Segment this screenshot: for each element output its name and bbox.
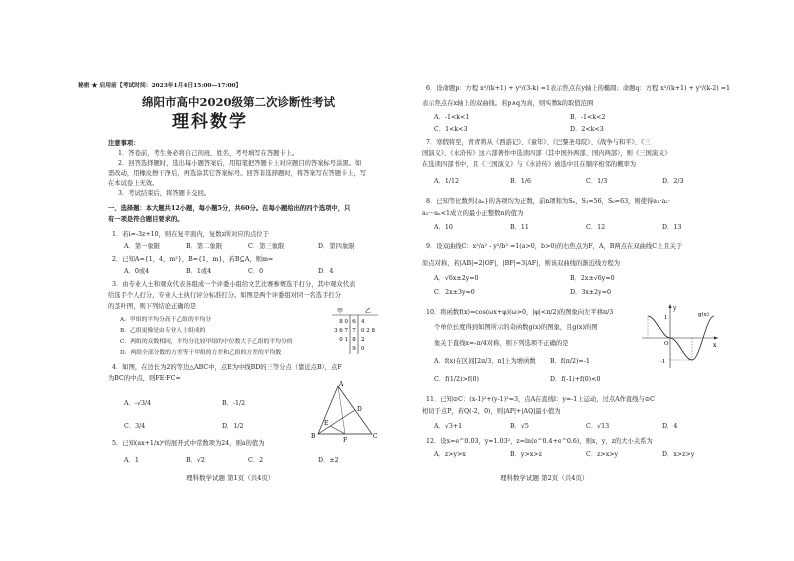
q6-stem: 表示焦点在x轴上的双曲线。若p∧q为真，则实数k的取值范围 xyxy=(422,100,594,107)
graph-fn-label: g(x) xyxy=(698,312,709,318)
graph-origin-label: O xyxy=(664,341,669,347)
q8-stem: 8．已知等比数列{aₙ}的各项均为正数，前n项和为Sₙ，S₃=56，S₆=63，则使得a₁·a₂· xyxy=(426,198,670,205)
q3-option-c: C．两组的众数相同，平均分比较甲组的中位数大于乙组的平均分的 xyxy=(120,339,293,345)
q3-stem: 给选手个人打分，专业人士执行评分标准打分。如图是两个评委组对同一名选手打分 xyxy=(108,292,341,299)
note-line: 需改动，用橡皮擦干净后，再选涂其它答案标号。回答非选择题时，将答案写在答题卡上，写 xyxy=(108,170,367,177)
q5-option-a: A．1 xyxy=(124,457,139,464)
q7-option-a: A．1/12 xyxy=(434,178,459,185)
school-title: 绵阳市高中2020级第二次诊断性考试 xyxy=(142,95,336,109)
q9-option-d: D．3x±2y=0 xyxy=(570,289,612,296)
section-heading: 一、选择题：本大题共12小题，每小题5分，共60分。在每小题给出的四个选项中，只 xyxy=(108,205,351,212)
stem-leaf-cell: 2 xyxy=(361,337,365,343)
function-graph xyxy=(640,302,720,370)
q6-stem: 6．设命题p：方程 x²/(k+1) + y²/(3-k) =1表示焦点在y轴上的椭圆；命题q：方程 x²/(k+1) + y²/(k-2) =1 xyxy=(426,85,731,92)
q5-option-b: B．√2 xyxy=(186,457,205,464)
stem-leaf-cell: 4 xyxy=(361,319,365,325)
q7-stem: 7．寒假将至，青青将从《西游记》、《童年》、《巴黎圣母院》、《战争与和平》、《三 xyxy=(426,139,651,146)
note-line: 1．答卷前，考生务必将自己的班、姓名、考号填写在答题卡上。 xyxy=(118,150,299,157)
q2-option-b: B．1或4 xyxy=(186,268,212,275)
note-line: 在本试卷上无效。 xyxy=(108,180,159,187)
q5-stem: 5．已知(ax+1/x)⁶的展开式中常数项为24，则a的值为 xyxy=(112,440,265,447)
q2-stem: 2．已知A={1，4，m²}，B={1，m}，若B⊆A，则m= xyxy=(112,256,274,263)
q3-stem: 3．由专业人士和观众代表各组成一个评委小组给文艺比赛参赛选手打分，其中观众代表 xyxy=(112,281,356,288)
triangle-figure xyxy=(310,380,380,442)
stem-leaf-header-jia: 甲 xyxy=(336,308,344,315)
q10-stem: 10．将函数f(x)=cos(ωx+φ)(ω>0，|φ|<π/2)的图象向左平移π/3 xyxy=(426,309,614,316)
q8-option-b: B．11 xyxy=(510,224,529,231)
stem-leaf-cell: 0 1 xyxy=(339,337,348,343)
q4-option-d: D．1/2 xyxy=(222,423,244,430)
q1-option-d: D．第四象限 xyxy=(318,243,355,250)
q4-stem: 4．如图，在边长为2的等边△ABC中，点E为中线BD的三等分点（靠近点B），点F xyxy=(112,364,342,371)
point-label-c: C xyxy=(373,433,378,440)
q9-option-c: C．2x±3y=0 xyxy=(434,289,475,296)
section-heading-cont: 有一项是符合题目要求的。 xyxy=(108,216,184,223)
graph-tick-minus1: -1 xyxy=(660,359,666,365)
q9-option-a: A．√6x±2y=0 xyxy=(434,275,479,282)
q3-option-d: D．两组全部分数的方差等于甲组的方差和乙组的方差的平均数 xyxy=(120,350,282,356)
q5-option-c: C．2 xyxy=(248,457,264,464)
q4-stem: 为BC的中点，则FE·FC= xyxy=(108,375,181,382)
stem-leaf-cell: 6 xyxy=(352,319,356,325)
q10-stem: 象关于直线x=-π/4对称，则下列选项不正确的是 xyxy=(434,340,569,347)
q11-option-c: C．√13 xyxy=(586,423,610,430)
q10-option-a: A．f(x)在区间[2π/3，π]上为增函数 xyxy=(434,358,536,365)
q8-stem: a₃···aₙ<1成立的最小正整数n的值为 xyxy=(422,210,524,217)
graph-y-label: y xyxy=(673,305,677,312)
q1-option-a: A．第一象限 xyxy=(124,243,161,250)
q10-option-b: B．f(π/2)=-1 xyxy=(550,358,590,365)
q8-option-c: C．12 xyxy=(586,224,606,231)
q9-stem: 9．设双曲线C：x²/a² - y²/b² =1(a>0，b>0)的右焦点为F，A，B两点在双曲线C上且关于 xyxy=(426,243,683,250)
subject-title: 理科数学 xyxy=(172,112,248,132)
point-label-a: A xyxy=(339,381,344,388)
q7-option-b: B．1/6 xyxy=(510,178,532,185)
q6-option-b: B．-1<k<2 xyxy=(570,114,606,121)
q5-option-d: D．±2 xyxy=(318,457,339,464)
stem-leaf-cell: 8 0 xyxy=(339,319,348,325)
stem-leaf-header-yi: 乙 xyxy=(364,308,372,315)
q11-stem: 相切于点P，若Q(-2，0)，则|AP|+|AQ|最小值为 xyxy=(422,408,561,415)
stem-leaf-cell: 0 xyxy=(361,346,365,352)
q1-stem: 1．若i=-3z+10，则在复平面内，复数z所对应的点位于 xyxy=(112,231,269,238)
q1-option-b: B．第二象限 xyxy=(186,243,223,250)
stem-leaf-cell: 0 2 8 xyxy=(361,328,375,334)
q1-option-c: C．第三象限 xyxy=(248,243,285,250)
q6-option-a: A．-1<k<1 xyxy=(434,114,470,121)
q4-option-a: A．-√3/4 xyxy=(124,400,152,407)
stem-leaf-plot xyxy=(330,306,380,356)
q12-option-a: A．z>y>x xyxy=(434,451,466,458)
q11-option-b: B．√5 xyxy=(510,423,529,430)
stem-leaf-cell: 8 xyxy=(352,337,356,343)
note-line: 2．回答选择题时，选出每小题答案后，用铅笔把答题卡上对应题目的答案标号涂黑。如 xyxy=(118,160,362,167)
stem-leaf-cell: 7 xyxy=(352,328,356,334)
q12-option-d: D．x>z>y xyxy=(662,451,695,458)
q10-stem: 个单位长度得到如图所示的奇函数g(x)的图象，且g(x)的图 xyxy=(434,324,598,331)
stem-leaf-cell: 9 xyxy=(352,346,356,352)
q11-stem: 11．已知⊙C：(x-1)²+(y-1)²=3，点A在直线l：y=-1上运动，过点A作直线与⊙C xyxy=(426,396,655,403)
q11-option-d: D．4 xyxy=(662,423,678,430)
q3-stem: 的茎叶图，则下列结论正确的是 xyxy=(108,303,197,310)
stem-leaf-cell: 3 6 7 xyxy=(334,328,348,334)
q4-option-b: B．-1/2 xyxy=(222,400,246,407)
q2-option-d: D．4 xyxy=(318,268,334,275)
notes-title: 注意事项： xyxy=(108,140,140,147)
q7-option-c: C．1/3 xyxy=(586,178,608,185)
q9-option-b: B．2x±√6y=0 xyxy=(570,275,615,282)
secret-header: 秘密 ★ 启用前【考试时间：2023年1月4日15:00—17:00】 xyxy=(78,83,242,89)
graph-x-label: x xyxy=(713,342,717,349)
graph-tick-1: 1 xyxy=(664,315,668,321)
page-2 xyxy=(400,0,794,561)
q6-option-d: D．2<k<3 xyxy=(570,126,604,133)
q12-option-c: C．z>x>y xyxy=(586,451,619,458)
q4-option-c: C．3/4 xyxy=(124,423,146,430)
point-label-f: F xyxy=(343,437,348,442)
q7-option-d: D．2/3 xyxy=(662,178,684,185)
q6-option-c: C．1<k<3 xyxy=(434,126,468,133)
q3-option-b: B．乙组更像是由专业人士组成的 xyxy=(120,328,206,334)
q12-option-b: B．y>x>z xyxy=(510,451,542,458)
point-label-b: B xyxy=(311,433,316,440)
q7-stem: 在选读四部书中，且《三国演义》与《水浒传》被选中且在顺序相邻的概率为 xyxy=(422,161,637,168)
q11-option-a: A．√3+1 xyxy=(434,423,463,430)
note-line: 3．考试结束后，将答题卡交回。 xyxy=(118,190,211,197)
point-label-d: D xyxy=(357,406,362,413)
q10-option-c: C．f(1/2)>f(0) xyxy=(434,376,480,383)
q8-option-d: D．13 xyxy=(662,224,682,231)
q9-stem: 原点对称，若|AB|=2|OF|，|BF|=3|AF|，则该双曲线的渐近线方程为 xyxy=(422,260,621,267)
point-label-e: E xyxy=(324,420,329,427)
q2-option-c: C．0 xyxy=(248,268,264,275)
q2-option-a: A．0或4 xyxy=(124,268,150,275)
q7-stem: 国演义》、《水浒传》这六部著作中选读四部（其中国外两部、国内两部），则《三国演义》 xyxy=(422,150,671,157)
q3-option-a: A．甲组的平均分高于乙组的平均分 xyxy=(120,317,212,323)
page-footer: 理科数学试题 第2页（共4页） xyxy=(500,474,589,482)
q8-option-a: A．10 xyxy=(434,224,453,231)
q10-option-d: D．f(-1)+f(0)<0 xyxy=(550,376,601,383)
page-footer: 理科数学试题 第1页（共4页） xyxy=(186,474,275,482)
q12-stem: 12．设x=e^0.03，y=1.03²，z=ln(e^0.4+e^0.6)，则x，y，z的大小关系为 xyxy=(426,438,653,445)
